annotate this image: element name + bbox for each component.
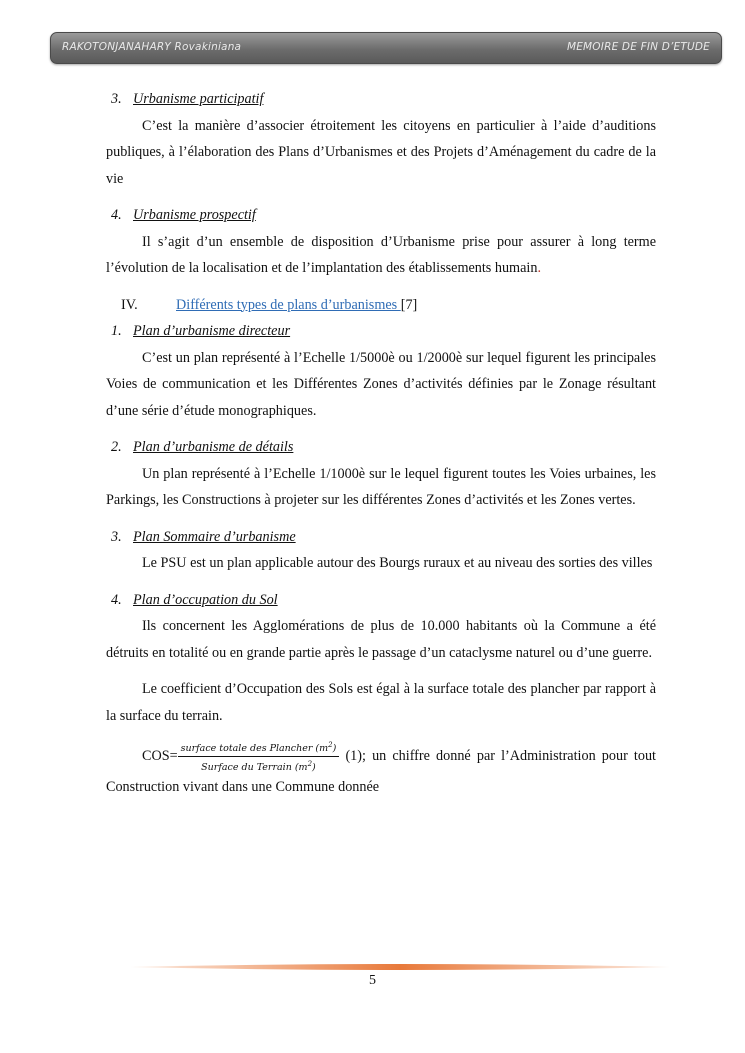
section-iv-number: IV. [121, 296, 138, 313]
footer-decorative-swoosh [130, 962, 670, 972]
paragraph-plan-directeur: C’est un plan représenté à l’Echelle 1/5000è ou 1/2000è sur lequel figurent les principales Voies de communication et les Différentes Zones d’activités définies par le Zonage résultant d’une série d’étude monographiques. [106, 349, 656, 419]
cos-formula-paragraph [106, 739, 656, 801]
fraction-numerator: surface totale des Plancher $(m^2)$ [178, 739, 340, 757]
section-iv-reference: [7] [400, 296, 418, 313]
fraction-denominator: Surface du Terrain $(m^2)$ [201, 760, 316, 774]
heading-urbanisme-participatif: 3. Urbanisme participatif [111, 91, 264, 107]
page-number: 5 [369, 973, 376, 988]
paragraph-cos-definition: Le coefficient d’Occupation des Sols est égal à la surface totale des plancher par rapport à la surface du terrain. [106, 681, 656, 724]
page-header [50, 32, 722, 64]
section-iv-link[interactable]: Différents types de plans d’urbanismes [176, 296, 401, 313]
paragraph-urbanisme-prospectif: Il s’agit d’un ensemble de disposition d’Urbanisme prise pour assurer à long terme l’évolution de la localisation et de l’implantation des établissements humain. [106, 233, 656, 276]
paragraph-plan-sommaire: Le PSU est un plan applicable autour des Bourgs ruraux et au niveau des sorties des villes [142, 555, 653, 571]
formula-lhs: COS= [142, 747, 178, 764]
paragraph-urbanisme-participatif: C’est la manière d’associer étroitement les citoyens en particulier à l’aide d’auditions publiques, à l’élaboration des Plans d’Urbanismes et des Projets d’Aménagement du cadre de la vie [106, 117, 656, 187]
heading-urbanisme-prospectif: 4. Urbanisme prospectif [111, 207, 256, 223]
heading-plan-sommaire: 3. Plan Sommaire d’urbanisme [111, 528, 296, 545]
paragraph-plan-details: Un plan représenté à l’Echelle 1/1000è sur le lequel figurent toutes les Voies urbaines, les Parkings, les Constructions à projeter sur les différentes Zones d’activités et les Zones vertes. [106, 465, 656, 508]
formula-description: (1); un chiffre donné par l’Administration pour tout Construction vivant dans une Commune donnée [106, 747, 656, 796]
header-author: RAKOTONJANAHARY Rovakiniana [62, 41, 242, 53]
header-document-type: MEMOIRE DE FIN D’ETUDE [566, 41, 710, 53]
paragraph-plan-occupation-sol: Ils concernent les Agglomérations de plus de 10.000 habitants où la Commune a été détruits en totalité ou en grande partie après le passage d’un cataclysme naturel ou d’une guerre. [106, 618, 656, 661]
heading-plan-directeur: 1. Plan d’urbanisme directeur [111, 323, 291, 339]
section-iv-heading [106, 292, 656, 319]
cos-fraction [178, 739, 340, 774]
heading-plan-occupation-sol: 4. Plan d’occupation du Sol [111, 591, 278, 608]
heading-plan-details: 2. Plan d’urbanisme de détails [111, 439, 294, 455]
page-body [106, 86, 656, 801]
